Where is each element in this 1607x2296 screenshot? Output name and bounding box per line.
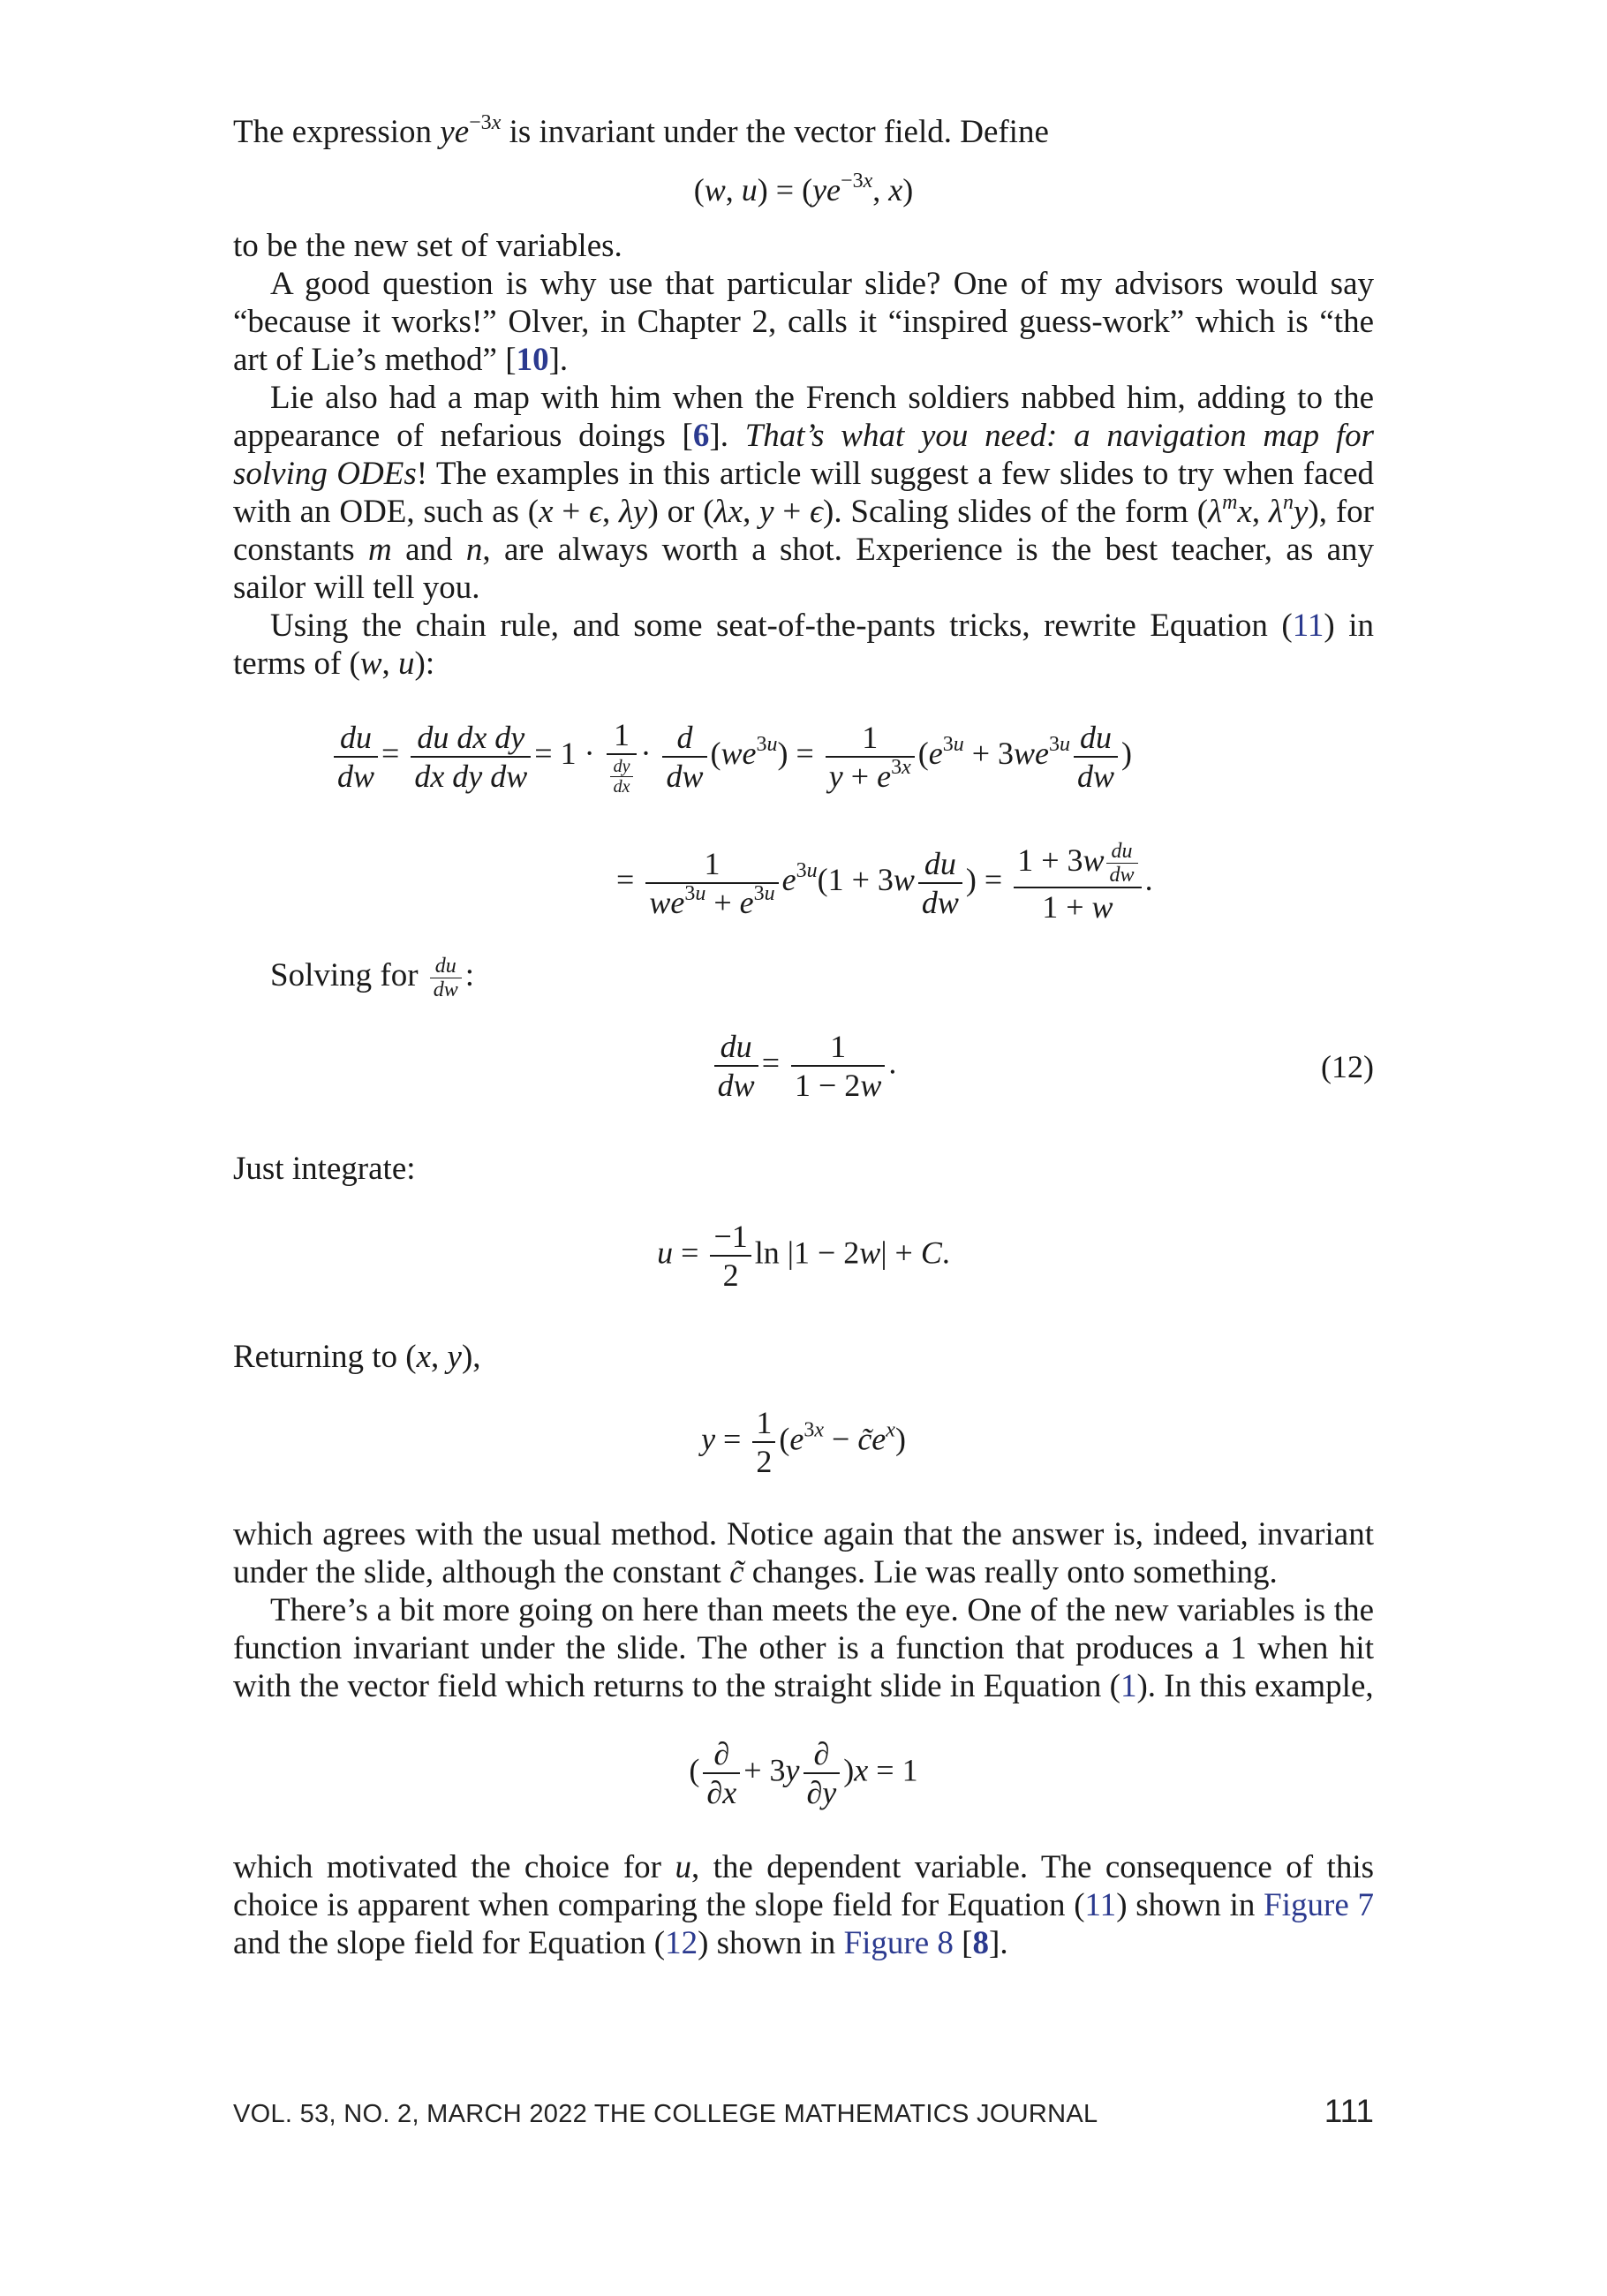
page-body [233,113,1374,1962]
equation-number: (12) [1321,1049,1374,1084]
equation-ref-link[interactable]: 11 [1292,608,1324,644]
citation-link[interactable]: 8 [972,1925,989,1961]
paragraph-intro: The expression $ye^{-3x}$ is invariant under the vector field. Define [233,111,1049,150]
journal-running-footer: VOL. 53, NO. 2, MARCH 2022 THE COLLEGE MATHEMATICS JOURNAL [233,2100,1098,2128]
paragraph-integrate: Just integrate: [233,1151,416,1187]
figure-link[interactable]: Figure 7 [1264,1887,1374,1923]
equation-ref-link[interactable]: 1 [1120,1668,1137,1704]
citation-link[interactable]: 10 [516,342,549,378]
equation-solution: y = $\frac{1}{2}$ ($e^{3x}$ − $c̃e^x$) [701,1405,906,1479]
paragraph-navigation-map: Lie also had a map with him when the French soldiers nabbed him, adding to the appearance of nefarious doings [6]. That’s what you need: a navigation map for solving ODEs! The examples in this article will suggest a few slides to try when faced with an ODE, such as (x + ϵ, λy) or (λx, y + ϵ). Scaling slides of the form ($\lambda^mx$, $\lambda^ny$), for constants m and n, are always worth a shot. Experience is the best teacher, as any sailor will tell you. [233,380,1375,606]
paragraph-new-variables: to be the new set of variables. [233,228,622,264]
figure-link[interactable]: Figure 8 [843,1925,954,1961]
equation-new-variables: (w, $u) = (ye^{-3x}$, x) [693,170,914,208]
paragraph-agrees: which agrees with the usual method. Notice again that the answer is, indeed, invariant under the slide, although the constant c̃ changes. Lie was really onto something. [233,1516,1374,1590]
equation-integrated: u = $\frac{-1}{2}$ ln |1 − 2w| + C. [657,1219,950,1293]
equation-ref-link[interactable]: 11 [1084,1887,1117,1923]
equation-vector-field: ( $\frac{\partial}{\partial x}$ + 3y $\frac{\partial}{\partial y}$ )x = 1 [689,1736,918,1810]
paragraph-motivated: which motivated the choice for u, the dependent variable. The consequence of this choice is apparent when comparing the slope field for Equation (11) shown in Figure 7 and the slope field for Equation (12) shown in Figure 8 [8]. [233,1849,1374,1961]
equation-ref-link[interactable]: 12 [665,1925,698,1961]
paragraph-returning: Returning to (x, y), [233,1339,481,1375]
paragraph-solving-for: Solving for $\frac{du}{dw}$ : [270,955,475,1001]
page-footer [233,2093,1374,2129]
citation-link[interactable]: 6 [692,418,710,454]
page-number: 111 [1324,2093,1374,2129]
paragraph-chain-rule: Using the chain rule, and some seat-of-the-pants tricks, rewrite Equation (11) in terms of (w, u): [233,608,1374,682]
equation-12: $\frac{du}{dw}$ = $\frac{1}{1 - 2w}$ . (12) [233,1028,1374,1113]
paragraph-slide-question: A good question is why use that particular slide? One of my advisors would say “because it works!” Olver, in Chapter 2, calls it “inspired guess-work” which is “the art of Lie’s method” [10]. [233,266,1374,378]
equation-chain-rule-derivation: $\frac{du}{dw}$ = $\frac{\text{du dx dy}}{\text{dx dy dw}}$ = 1 · $\frac{1}{\frac{dy}{dx}}$ · $\frac{d}{dw}$ $(we^{3u})$ = $\frac{1}{y + e^{3x}}$ ($e^{3u} + 3we^{3u}$ $\frac{du}{dw}$ ) = $\frac{1}{we^{3u} + e^{3u}}$ $e^{3u}(1 + 3w$ $\frac{du}{dw}$ ) = 1 + 3w $\frac{du}{dw}$ 1 + w . [233,716,1374,955]
paragraph-more-going-on: There’s a bit more going on here than meets the eye. One of the new variables is the function invariant under the slide. The other is a function that produces a 1 when hit with the vector field which returns to the straight slide in Equation (1). In this example, [233,1592,1374,1704]
